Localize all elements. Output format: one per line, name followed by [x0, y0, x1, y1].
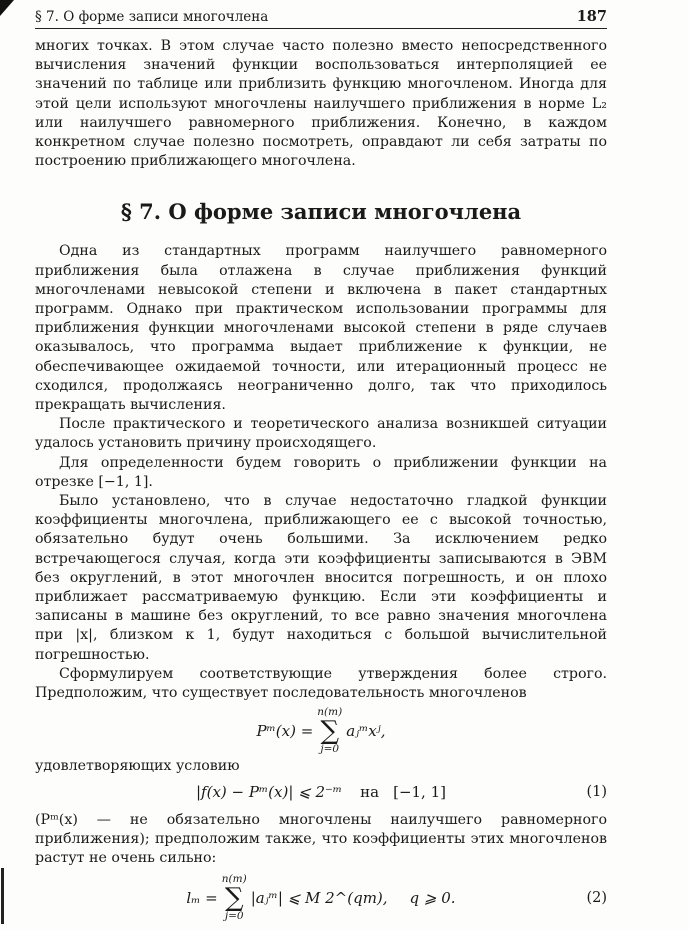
- paragraph-7: (Pᵐ(x) — не обязательно многочлены наилучшего равномерного приближения); предположим также, что коэффициенты этих многочленов растут не очень сильно:: [35, 811, 607, 866]
- paragraph-4: Было установлено, что в случае недостаточно гладкой функции коэффициенты многочлена, приближающего ее с высокой точностью, обязательно будут очень большими. За исключением редко встречающегося случая, когда эти коэффициенты записываются в ЭВМ без округлений, в этот многочлен вносится погрешность, и он плохо приближает рассматриваемую функцию. Если эти коэффициенты и записаны в машине без округлений, то все равно значения многочлена при |x|, близком к 1, будут находиться с большой вычислительной погрешностью.: [35, 493, 607, 663]
- formula-polynomial-sum: [35, 707, 607, 755]
- sum-upper-limit-2: n(m): [221, 873, 247, 886]
- running-head: [35, 8, 607, 29]
- book-page: [35, 8, 607, 922]
- paragraph-1: Одна из стандартных программ наилучшего равномерного приближения была отлажена в случае приближения функций многочленами невысокой степени и включена в пакет стандартных программ. Однако при практическом использовании программы для приближения функции многочленами высокой степени в ряде случаев оказывалось, что программа выдает приближение к функции, не обеспечивающее ожидаемой точности, или итерационный процесс не сходился, продолжаясь неограниченно долго, так что приходилось прекращать вычисления.: [35, 243, 607, 414]
- paragraph-5: Сформулируем соответствующие утверждения более строго. Предположим, что существует последовательность многочленов: [35, 665, 607, 702]
- sum-symbol: [317, 707, 342, 755]
- formula-2-interval: [−1, 1]: [393, 782, 446, 801]
- intro-paragraph: многих точках. В этом случае часто полезно вместо непосредственного вычисления значений функции воспользоваться интерполяцией ее значений по таблице или приблизить функцию многочленом. Иногда для этой цели используют многочлены наилучшего приближения в норме L₂ или наилучшего равномерного приближения. Конечно, в каждом конкретном случае полезно посмотреть, оправдают ли себя затраты по построению приближающего многочлена.: [35, 38, 607, 170]
- sum-lower-limit-2: j=0: [224, 910, 244, 923]
- paragraph-3: Для определенности будем говорить о приближении функции на отрезке [−1, 1].: [35, 454, 607, 490]
- formula-1-condition: [35, 779, 607, 805]
- formula-2-on: на: [360, 782, 380, 801]
- page-number: 187: [576, 8, 607, 25]
- equation-number-1: (1): [586, 783, 607, 800]
- formula-3-lhs: lₘ =: [186, 889, 218, 908]
- formula-2-text: |f(x) − Pᵐ(x)| ⩽ 2⁻ᵐ: [195, 782, 343, 801]
- sum-lower-limit: j=0: [320, 743, 340, 756]
- page-edge-mark: [1, 868, 4, 924]
- formula-1-lhs: Pᵐ(x) =: [256, 722, 314, 741]
- sigma-icon-2: ∑: [224, 883, 244, 914]
- formula-3-condition: q ⩾ 0.: [409, 889, 456, 908]
- sigma-icon: ∑: [320, 716, 340, 747]
- running-head-section: § 7. О форме записи многочлена: [35, 9, 269, 25]
- formula-1-rhs: aⱼᵐxʲ,: [346, 722, 386, 741]
- paragraph-2: После практического и теоретического анализа возникшей ситуации удалось установить причину происходящего.: [35, 416, 607, 452]
- paragraph-6: удовлетворяющих условию: [35, 758, 240, 775]
- formula-3-rhs: |aⱼᵐ| ⩽ M 2^(qm),: [250, 889, 388, 908]
- formula-2-coefficients: [35, 874, 607, 922]
- section-title: § 7. О форме записи многочлена: [120, 199, 522, 225]
- equation-number-2: (2): [586, 890, 607, 907]
- sum-symbol-2: [222, 874, 247, 922]
- sum-upper-limit: n(m): [317, 706, 343, 719]
- page-corner-mark: [0, 0, 14, 16]
